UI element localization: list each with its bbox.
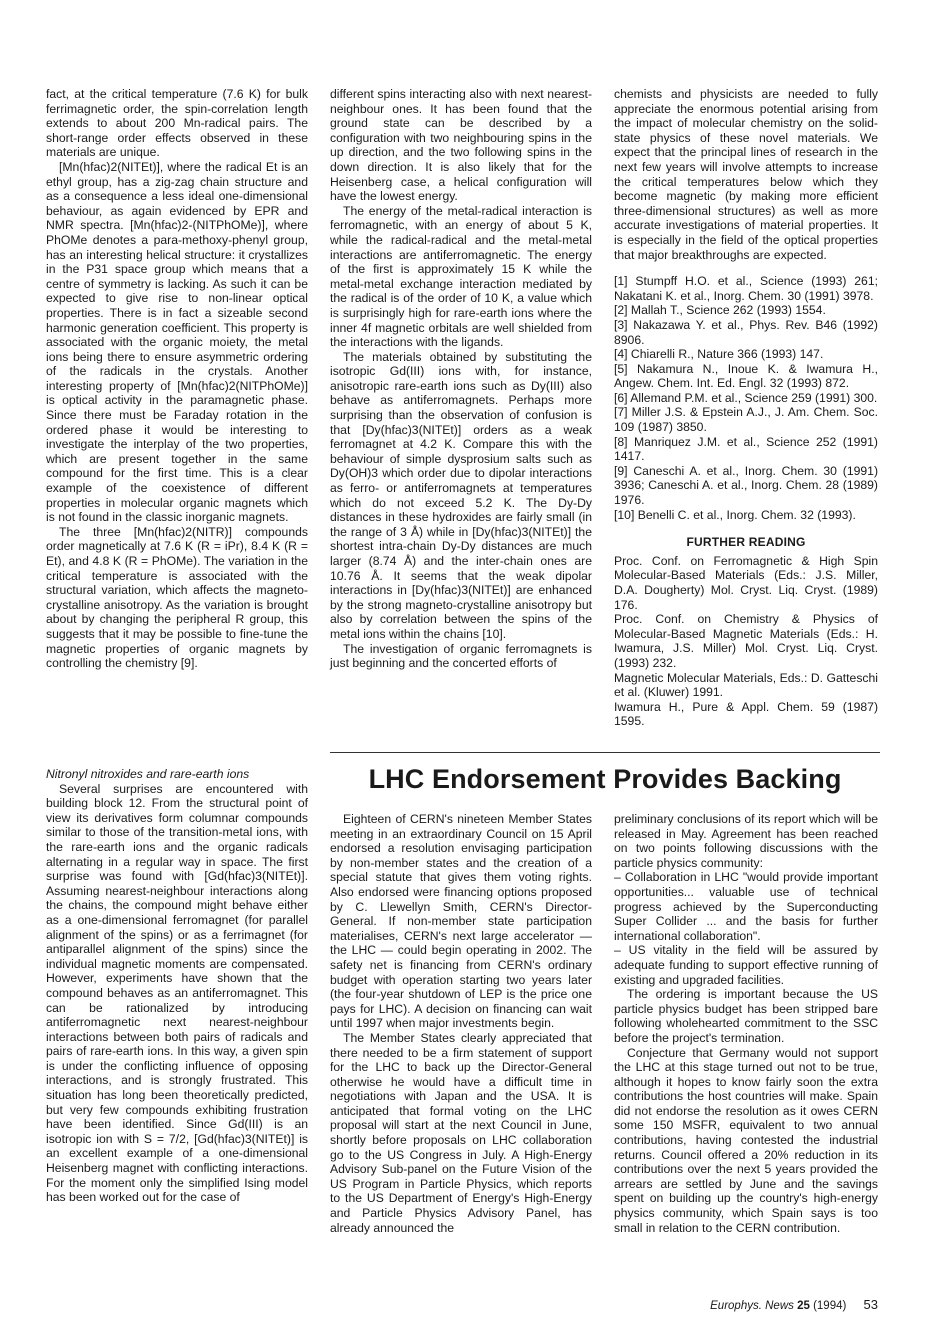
paragraph: chemists and physicists are needed to fully appreciate the enormous potential arising from the impact of molecular chemistry on the solid-state physics of these novel materials. We expect that the principal lines of research in the next few years will involve attempts to increase the critical temperatures below which they become magnetic (by making more efficient three-dimensional structures) as well as more accurate investigations of material properties. It is especially in the field of the optical properties that major breakthroughs are expected. [614,87,878,262]
paragraph: Eighteen of CERN's nineteen Member States meeting in an extraordinary Council on 15 April endorsed a resolution envisaging participation by non-member states and the creation of a special statute that gives them voting rights. Also endorsed were financing options proposed by C. Llewellyn Smith, CERN's Director-General. If non-member state participation materialises, CERN's next large accelerator — the LHC — could begin operating in 2002. The safety net is financing from CERN's ordinary budget with operation starting two years later (the four-year shutdown of LEP is the price one pays for LHC). A decision on financing can wait until 1997 when major investments begin. [330,812,592,1031]
article-column-3 [614,87,878,729]
news-headline: LHC Endorsement Provides Backing [368,764,842,794]
reference-item: [10] Benelli C. et al., Inorg. Chem. 32 (1993). [614,507,856,522]
journal-name: Europhys. News [710,1300,794,1312]
paragraph: – Collaboration in LHC "would provide important opportunities... valuable use of technical progress achieved by the Superconducting Super Collider ... and the basis for further international collaboration". [614,870,878,943]
reference-item: [6] Allemand P.M. et al., Science 259 (1991) 300. [614,390,878,405]
section-subheading: Nitronyl nitroxides and rare-earth ions [46,767,250,781]
reference-item: [5] Nakamura N., Inoue K. & Iwamura H., Angew. Chem. Int. Ed. Engl. 32 (1993) 872. [614,361,878,391]
reference-item: [4] Chiarelli R., Nature 366 (1993) 147. [614,347,824,362]
paragraph: The investigation of organic ferromagnets is just beginning and the concerted efforts of [330,641,592,671]
article-column-1 [46,87,308,671]
paragraph: The energy of the metal-radical interaction is ferromagnetic, with an energy of about 5 K, while the radical-radical and the metal-metal interactions are antiferromagnetic. The energy of the first is approximately 15 K while the metal-metal exchange interaction mediated by the radical is of the order of 10 K, a value which is surprisingly high for rare-earth ions where the inner 4f magnetic orbitals are well shielded from the interactions with the ligands. [330,203,592,350]
paragraph: – US vitality in the field will be assured by adequate funding to support effective running of existing and upgraded facilities. [614,943,878,987]
reference-item: [1] Stumpff H.O. et al., Science (1993) 261; Nakatani K. et al., Inorg. Chem. 30 (1991) 3978. [614,274,878,303]
news-column-1 [330,812,592,1235]
section-divider [330,752,880,753]
further-reading-item: Proc. Conf. on Chemistry & Physics of Molecular-Based Magnetic Materials (Eds.: H. Iwamura, J.S. Miller) Mol. Cryst. Liq. Cryst. (1993) 232. [614,612,878,670]
further-reading-item: Proc. Conf. on Ferromagnetic & High Spin Molecular-Based Materials (Eds.: J.S. Miller, D.A. Dougherty) Mol. Cryst. Liq. Cryst. (1989) 176. [614,553,878,612]
paragraph: Several surprises are encountered with building block 12. From the structural point of view its derivatives form columnar compounds similar to those of the transition-metal ions, with the rare-earth ions and the organic radicals alternating in a regular way in space. The first surprise was found with [Gd(hfac)3(NITEt)]. Assuming nearest-neighbour interactions along the chains, the compound might behave either as a one-dimensional ferromagnet (for parallel alignment of the spins) or as a ferrimagnet (for antiparallel alignment of the spins) since the individual magnetic moments are compensated. However, experiments have shown that the compound behaves as an antiferromagnet. This can be rationalized by introducing antiferromagnetic next nearest-neighbour interactions between both pairs of radicals and pairs of rare-earth ions. In this way, a given spin is under the conflicting influence of opposing interactions, and is strongly frustrated. This situation has long been theoretically predicted, but very few compounds exhibiting frustration have been identified. Since Gd(III) is an isotropic ion with S = 7/2, [Gd(hfac)3(NITEt)] is an excellent example of a one-dimensional Heisenberg magnet with conflicting interactions. For the moment only the simplified Ising model has been worked out for the case of [46,781,308,1205]
page-footer [710,1298,878,1313]
paragraph: The ordering is important because the US particle physics budget has been stripped bare following wholehearted commitment to the SSC before the project's termination. [614,987,878,1045]
journal-year: (1994) [813,1300,847,1312]
reference-item: [7] Miller J.S. & Epstein A.J., J. Am. Chem. Soc. 109 (1987) 3850. [614,405,878,435]
reference-item: [3] Nakazawa Y. et al., Phys. Rev. B46 (1992) 8906. [614,317,878,347]
paragraph: preliminary conclusions of its report which will be released in May. Agreement has been reached on two points following discussions with the particle physics community: [614,812,878,870]
further-reading-list [614,554,878,729]
article-column-1-lower [46,767,308,1205]
paragraph: The Member States clearly appreciated that there needed to be a firm statement of support for the LHC to back up the Director-General otherwise he would have a difficult time in negotiations with Japan and the USA. It is anticipated that formal voting on the LHC proposal will start at the next Council in June, shortly before proposals on LHC collaboration go to the US Congress in July. A High-Energy Advisory Sub-panel on the Future Vision of the US Program in Particle Physics, which reports to the US Department of Energy's High-Energy and Particle Physics Advisory Panel, has already announced the [330,1030,592,1235]
further-reading-item: Iwamura H., Pure & Appl. Chem. 59 (1987) 1595. [614,699,878,729]
reference-item: [9] Caneschi A. et al., Inorg. Chem. 30 (1991) 3936; Caneschi A. et al., Inorg. Chem. 28 (1989) 1976. [614,463,878,508]
paragraph: Conjecture that Germany would not support the LHC at this stage turned out not to be true, although it hopes to know fairly soon the extra contributions the host countries will make. Spain did not endorse the resolution as it owes CERN some 150 MSFR, equivalent to two annual contributions, having contested the industrial returns. Council offered a 20% reduction in its contributions over the next 5 years provided the arrears are settled by June and the savings spent on building up the country's high-energy physics community, which Spain says is too small in relation to the CERN contribution. [614,1045,878,1235]
news-column-2 [614,812,878,1235]
journal-volume: 25 [797,1300,810,1312]
further-reading-item: Magnetic Molecular Materials, Eds.: D. Gatteschi et al. (Kluwer) 1991. [614,670,878,700]
paragraph: [Mn(hfac)2(NITEt)], where the radical Et is an ethyl group, has a zig-zag chain structure and as a consequence a less ideal one-dimensional behaviour, as again evidenced by EPR and NMR spectra. [Mn(hfac)2-(NITPhOMe)], where PhOMe denotes a para-methoxy-phenyl group, has an interesting helical structure: it crystallizes in the P31 space group which means that a centre of symmetry is lacking. As such it can be expected to give rise to non-linear optical properties. There is in fact a sizeable second harmonic generation coefficient. This property is associated with the organic moiety, the metal ions being there to ensure asymmetric ordering of the radicals in the crystals. Another interesting property of [Mn(hfac)2(NITPhOMe)] is optical activity in the paramagnetic phase. Since there must be Faraday rotation in the ordered phase it would be interesting to investigate the interplay of the two properties, which are present together in the same compound for the first time. This is a clear example of the coexistence of different properties in molecular organic magnets which is not found in the classic inorganic magnets. [46,159,308,525]
paragraph: different spins interacting also with next nearest-neighbour ones. It has been found that the ground state can be described by a configuration with two neighbouring spins in the up direction, and the two following spins in the down direction. It is also likely that for the Heisenberg case, a helical configuration will have the lowest energy. [330,87,592,204]
paragraph: The materials obtained by substituting the isotropic Gd(III) ions with, for instance, anisotropic rare-earth ions such as Dy(III) also behave as antiferromagnets. Perhaps more surprising than the observation of confusion is that [Dy(hfac)3(NITEt)] orders as a weak ferromagnet at 4.2 K. Compare this with the behaviour of simple dysprosium salts such as Dy(OH)3 which order due to dipolar interactions as ferro- or antiferromagnets at temperatures which do not exceed 5.2 K. The Dy-Dy distances in these hydroxides are fairly small (in the range of 3 Å) while in [Dy(hfac)3(NITEt)] the shortest intra-chain Dy-Dy distances are much larger (8.74 Å) and the inter-chain ones are 10.76 Å. It seems that the weak dipolar interactions in [Dy(hfac)3(NITEt)] are enhanced by the strong magneto-crystalline anisotropy but also by correlation between the spins of the metal ions within the chains [10]. [330,349,592,641]
reference-list [614,274,878,522]
page-number: 53 [863,1297,878,1312]
reference-item: [8] Manriquez J.M. et al., Science 252 (1991) 1417. [614,434,878,464]
article-column-2 [330,87,592,671]
reference-item: [2] Mallah T., Science 262 (1993) 1554. [614,303,826,318]
further-reading-heading: FURTHER READING [686,535,806,550]
paragraph: fact, at the critical temperature (7.6 K) for bulk ferrimagnetic order, the spin-correlation length extends to about 200 Mn-radical pairs. The short-range order effects observed in these materials are unique. [46,87,308,160]
paragraph: The three [Mn(hfac)2(NITR)] compounds order magnetically at 7.6 K (R = iPr), 8.4 K (R = Et), and 4.8 K (R = PhOMe). The variation in the critical temperature is associated with the structural variation, which affects the magneto-crystalline anisotropy. As the variation is brought about by changing the peripheral R group, this suggests that it may be possible to fine-tune the magnetic properties of organic magnets by controlling the chemistry [9]. [46,524,308,671]
